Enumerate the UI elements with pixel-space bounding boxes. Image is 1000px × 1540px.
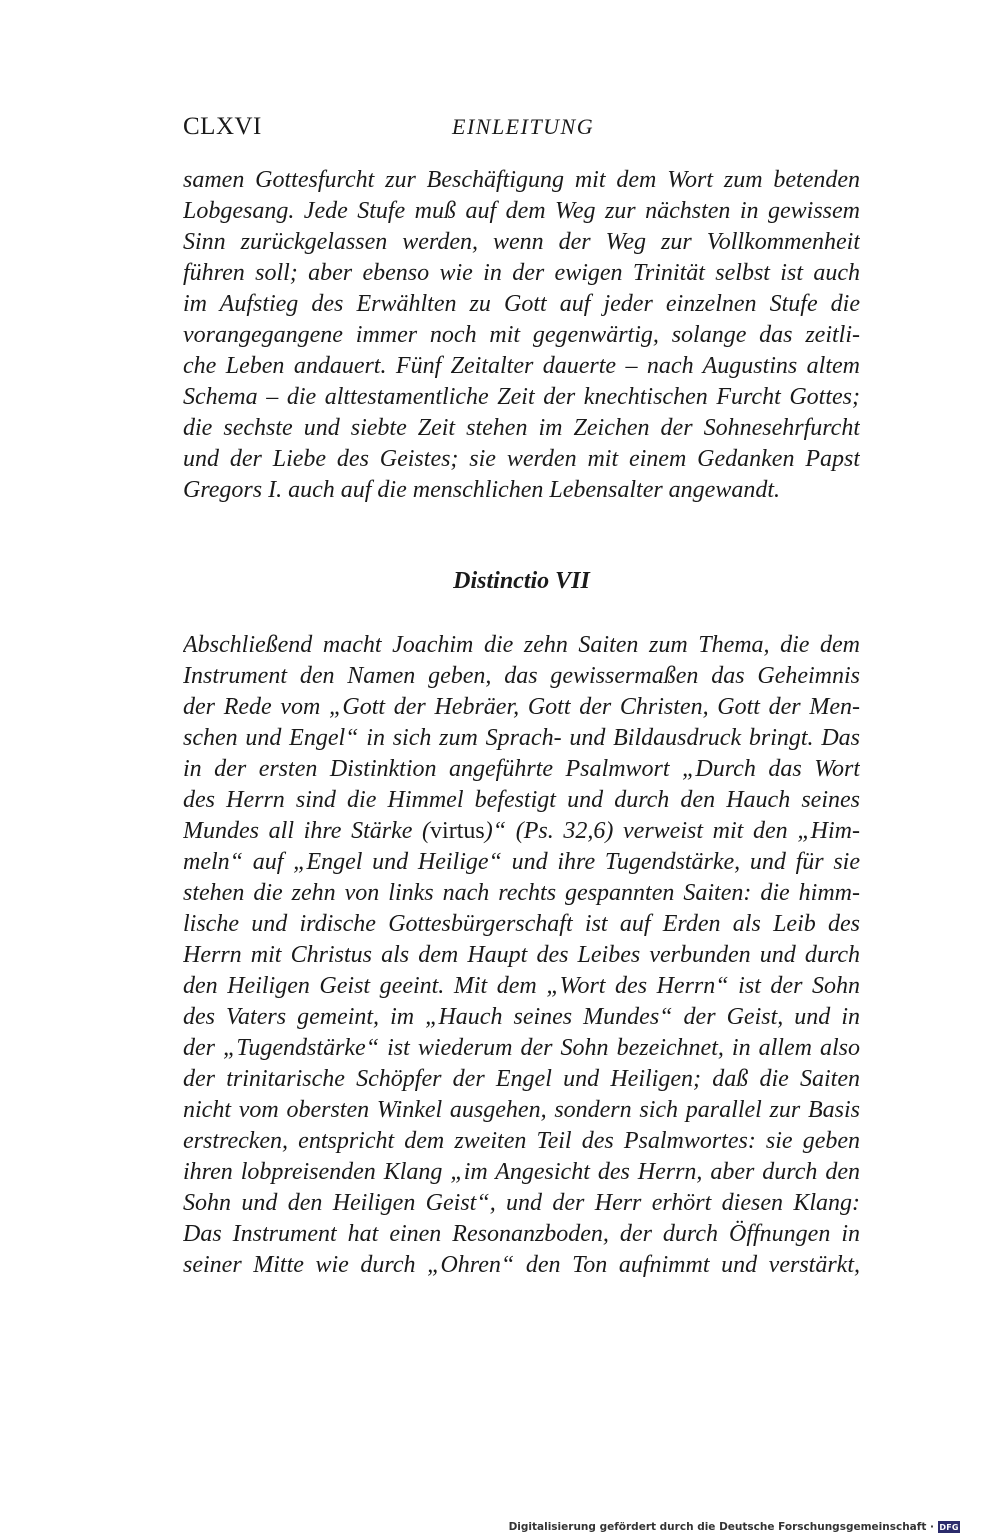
text-line: seiner Mitte wie durch „Ohren“ den Ton aufnimmt und verstärkt, bbox=[183, 1252, 860, 1278]
text-line: nicht vom obersten Winkel ausgehen, sondern sich parallel zur Basis bbox=[183, 1097, 860, 1123]
text-line: die sechste und siebte Zeit stehen im Zeichen der Sohnesehrfurcht bbox=[183, 415, 860, 441]
upright-term: virtus bbox=[430, 818, 485, 844]
text-line: che Leben andauert. Fünf Zeitalter dauerte – nach Augustins altem bbox=[183, 353, 860, 379]
text-line: führen soll; aber ebenso wie in der ewigen Trinität selbst ist auch bbox=[183, 260, 860, 286]
text-line: im Aufstieg des Erwählten zu Gott auf jeder einzelnen Stufe die bbox=[183, 291, 860, 317]
text-line: schen und Engel“ in sich zum Sprach- und Bildausdruck bringt. Das bbox=[183, 725, 860, 751]
text-line: lische und irdische Gottesbürgerschaft ist auf Erden als Leib des bbox=[183, 911, 860, 937]
text-line: Sinn zurückgelassen werden, wenn der Weg zur Vollkommenheit bbox=[183, 229, 860, 255]
text-line-mixed bbox=[183, 816, 860, 847]
text-line: erstrecken, entspricht dem zweiten Teil des Psalmwortes: sie geben bbox=[183, 1128, 860, 1154]
section-heading: Distinctio VII bbox=[453, 568, 590, 594]
running-head: EINLEITUNG bbox=[452, 114, 595, 139]
footer-text: Digitalisierung gefördert durch die Deutsche Forschungsgemeinschaft · bbox=[508, 1521, 934, 1533]
text-line: samen Gottesfurcht zur Beschäftigung mit dem Wort zum betenden bbox=[183, 167, 860, 193]
text-line: Instrument den Namen geben, das gewissermaßen das Geheimnis bbox=[183, 663, 860, 689]
text-line: des Herrn sind die Himmel befestigt und durch den Hauch seines bbox=[183, 787, 860, 813]
page-number: CLXVI bbox=[183, 113, 262, 140]
text-line: Das Instrument hat einen Resonanzboden, der durch Öffnungen in bbox=[183, 1221, 860, 1247]
text-line: den Heiligen Geist geeint. Mit dem „Wort des Herrn“ ist der Sohn bbox=[183, 973, 860, 999]
text-segment: Mundes all ihre Stärke ( bbox=[183, 818, 431, 844]
text-line: Herrn mit Christus als dem Haupt des Leibes verbunden und durch bbox=[183, 942, 860, 968]
text-line: Gregors I. auch auf die menschlichen Lebensalter angewandt. bbox=[183, 477, 781, 503]
text-line: Sohn und den Heiligen Geist“, und der Herr erhört diesen Klang: bbox=[183, 1190, 860, 1216]
text-line: Lobgesang. Jede Stufe muß auf dem Weg zur nächsten in gewissem bbox=[183, 198, 860, 224]
text-line: vorangegangene immer noch mit gegenwärtig, solange das zeitli- bbox=[183, 322, 860, 348]
text-line: der trinitarische Schöpfer der Engel und Heiligen; daß die Saiten bbox=[183, 1066, 860, 1092]
text-line: meln“ auf „Engel und Heilige“ und ihre Tugendstärke, und für sie bbox=[183, 849, 860, 875]
text-line: stehen die zehn von links nach rechts gespannten Saiten: die himm- bbox=[183, 880, 860, 906]
text-line: der Rede vom „Gott der Hebräer, Gott der Christen, Gott der Men- bbox=[183, 694, 860, 720]
dfg-logo-icon: DFG bbox=[939, 1522, 959, 1532]
text-line: Abschließend macht Joachim die zehn Saiten zum Thema, die dem bbox=[183, 632, 860, 658]
paragraph-2 bbox=[183, 630, 860, 1281]
text-line: des Vaters gemeint, im „Hauch seines Mundes“ der Geist, und in bbox=[183, 1004, 860, 1030]
text-line: ihren lobpreisenden Klang „im Angesicht des Herrn, aber durch den bbox=[183, 1159, 860, 1185]
text-line: und der Liebe des Geistes; sie werden mit einem Gedanken Papst bbox=[183, 446, 860, 472]
paragraph-1 bbox=[183, 165, 860, 506]
text-line: Schema – die alttestamentliche Zeit der knechtischen Furcht Gottes; bbox=[183, 384, 860, 410]
digitization-footer bbox=[509, 1518, 960, 1536]
text-line: der „Tugendstärke“ ist wiederum der Sohn bezeichnet, in allem also bbox=[183, 1035, 860, 1061]
text-line: in der ersten Distinktion angeführte Psalmwort „Durch das Wort bbox=[183, 756, 860, 782]
text-segment: )“ (Ps. 32,6) verweist mit den „Him- bbox=[484, 818, 860, 844]
